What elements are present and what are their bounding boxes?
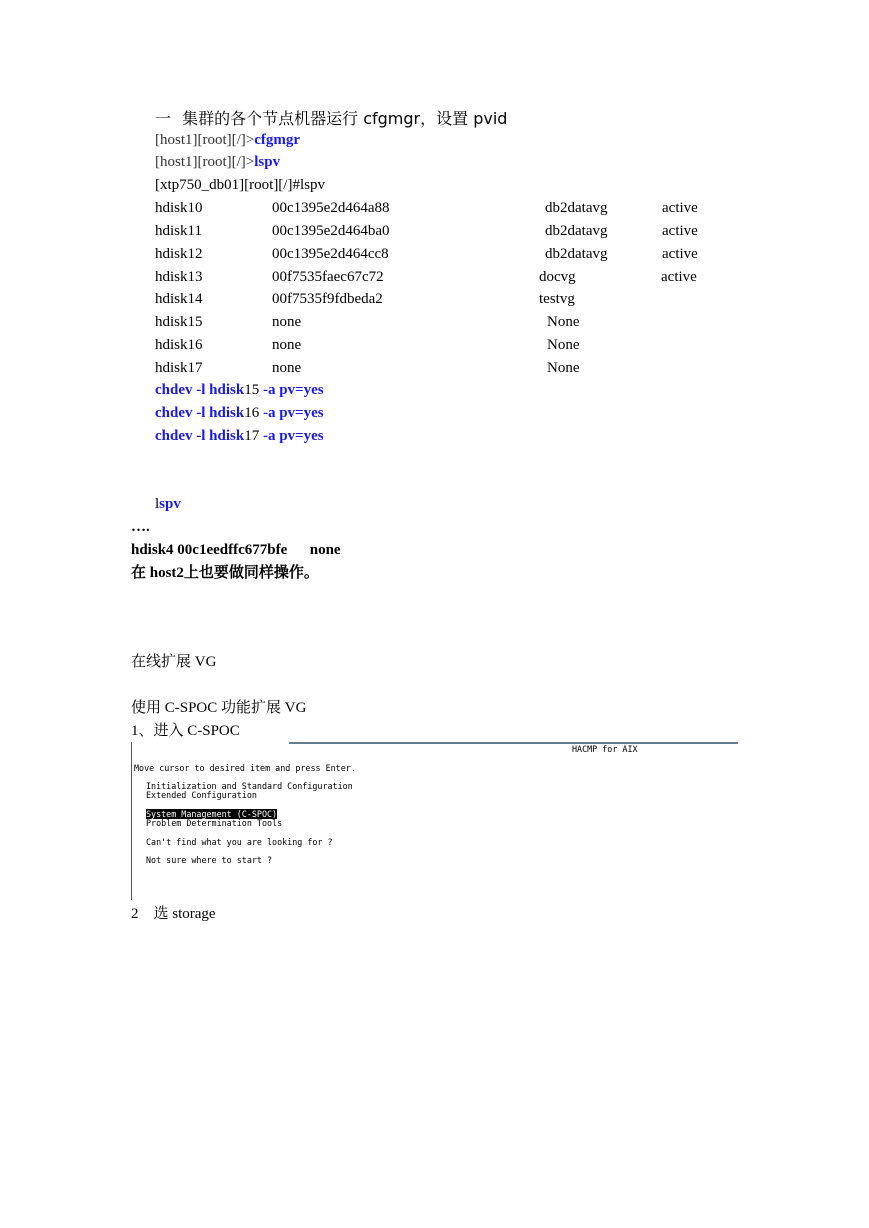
lspv-pvid: none — [272, 314, 302, 330]
lspv-vg: None — [547, 337, 580, 353]
lspv-state: active — [662, 223, 698, 239]
cmd-cfgmgr-line — [155, 131, 300, 149]
command: cfgmgr — [254, 132, 301, 148]
lspv-vg: db2datavg — [545, 200, 608, 216]
lspv-pvid: 00c1395e2d464a88 — [272, 200, 390, 216]
lspv-disk: hdisk14 — [155, 291, 203, 307]
lspv-pvid: none — [272, 360, 302, 376]
lspv-vg: testvg — [539, 291, 575, 307]
prompt: [host1][root][/]> — [155, 132, 255, 148]
lspv-pvid: none — [272, 337, 302, 353]
lspv-disk: hdisk13 — [155, 269, 203, 285]
terminal-top-border — [289, 742, 738, 744]
hdisk4-line: hdisk4 00c1eedffc677bfe none — [131, 542, 341, 558]
lspv-state: active — [661, 269, 697, 285]
menu-item-problem-determination[interactable]: Problem Determination Tools — [146, 818, 283, 828]
chdev-part: chdev -l hdisk — [155, 382, 245, 398]
lspv-disk: hdisk16 — [155, 337, 203, 353]
command: lspv — [254, 154, 281, 170]
terminal-screenshot — [131, 742, 738, 900]
lspv-disk: hdisk17 — [155, 360, 203, 376]
lspv-pvid: 00f7535faec67c72 — [272, 269, 384, 285]
menu-item-init[interactable]: Initialization and Standard Configuration — [146, 781, 353, 791]
step1-heading — [155, 106, 507, 129]
menu-item-not-sure[interactable]: Not sure where to start ? — [146, 855, 273, 865]
section-title: 在线扩展 VG — [131, 654, 217, 670]
chdev-part: chdev -l hdisk — [155, 405, 245, 421]
chdev-num: 15 — [244, 382, 260, 398]
step-select-storage: 2 选 storage — [131, 906, 216, 922]
lspv-l: l — [155, 496, 160, 512]
lspv-pvid: 00f7535f9fdbeda2 — [272, 291, 383, 307]
chdev-command — [155, 381, 324, 399]
cmd-lspv-line — [155, 153, 280, 171]
chdev-command — [155, 427, 324, 445]
chdev-num: 16 — [244, 405, 260, 421]
step-enter-cspoc: 1、进入 C-SPOC — [131, 723, 240, 739]
heading-text: 集群的各个节点机器运行 cfgmgr，设置 pvid — [182, 109, 508, 128]
menu-item-system-management[interactable]: System Management (C-SPOC) — [146, 809, 278, 819]
cspoc-title: 使用 C-SPOC 功能扩展 VG — [131, 700, 307, 716]
lspv-disk: hdisk12 — [155, 246, 203, 262]
lspv-rest: spv — [159, 496, 181, 512]
lspv-disk: hdisk15 — [155, 314, 203, 330]
host2-note: 在 host2上也要做同样操作。 — [131, 565, 319, 581]
lspv-vg: docvg — [539, 269, 576, 285]
chdev-num: 17 — [244, 428, 260, 444]
chdev-command — [155, 404, 324, 422]
terminal-prompt: Move cursor to desired item and press Enter. — [134, 763, 356, 773]
heading-prefix: 一 — [155, 109, 172, 128]
lspv-disk: hdisk11 — [155, 223, 202, 239]
lspv-pvid: 00c1395e2d464ba0 — [272, 223, 390, 239]
lspv-pvid: 00c1395e2d464cc8 — [272, 246, 389, 262]
lspv-state: active — [662, 200, 698, 216]
chdev-part: -a pv=yes — [259, 428, 324, 444]
lspv-vg: None — [547, 360, 580, 376]
chdev-part: -a pv=yes — [259, 382, 324, 398]
cmd-lspv-output-header: [xtp750_db01][root][/]#lspv — [155, 177, 325, 193]
chdev-part: -a pv=yes — [259, 405, 324, 421]
terminal-title: HACMP for AIX — [572, 744, 638, 754]
lspv-vg: db2datavg — [545, 246, 608, 262]
lspv-vg: db2datavg — [545, 223, 608, 239]
menu-item-extended[interactable]: Extended Configuration — [146, 790, 257, 800]
lspv-state: active — [662, 246, 698, 262]
ellipsis: …. — [131, 519, 150, 535]
lspv-vg: None — [547, 314, 580, 330]
lspv-disk: hdisk10 — [155, 200, 203, 216]
prompt: [host1][root][/]> — [155, 154, 255, 170]
chdev-part: chdev -l hdisk — [155, 428, 245, 444]
cmd-lspv-second — [155, 495, 181, 513]
menu-item-cant-find[interactable]: Can't find what you are looking for ? — [146, 837, 333, 847]
